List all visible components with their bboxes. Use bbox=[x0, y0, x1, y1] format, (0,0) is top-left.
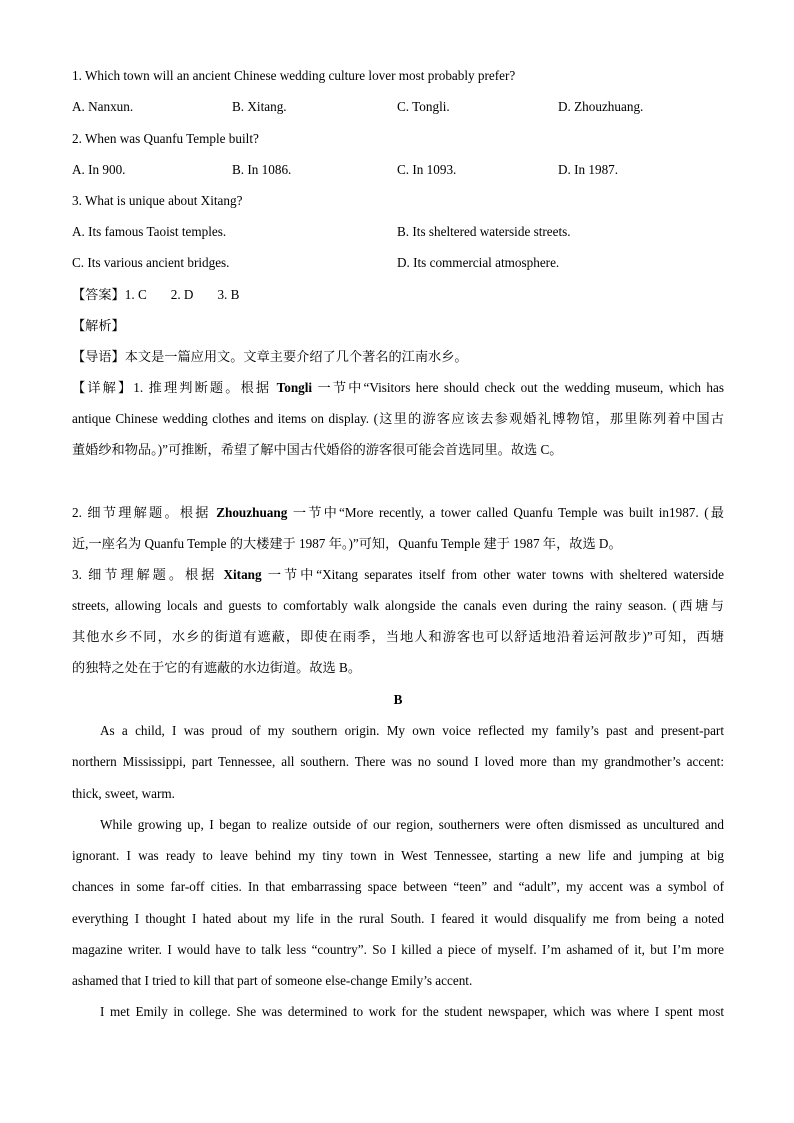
q3-option-b: B. Its sheltered waterside streets. bbox=[397, 224, 571, 239]
passage-line-2: northern Mississippi, part Tennessee, all southern. There was no sound I loved more than my grandmother’s accent: bbox=[72, 754, 724, 769]
passage-line-7: everything I thought I hated about my life in the rural South. I feared it would disqualify me from being a noted bbox=[72, 911, 724, 926]
answer-item-1: 1. C bbox=[124, 287, 147, 302]
detail-3-line-3: 其他水乡不同，水乡的街道有遮蔽，即使在雨季，当地人和游客也可以舒适地沿着运河散步)”可知，西塘 bbox=[72, 629, 724, 644]
detail-3-line-2: streets, allowing locals and guests to comfortably walk alongside the canals even during the rainy season. (西塘与 bbox=[72, 598, 724, 613]
q2-option-c: C. In 1093. bbox=[397, 162, 457, 177]
detail-3-line-4: 的独特之处在于它的有遮蔽的水边街道。故选 B。 bbox=[72, 660, 362, 675]
q2-option-b: B. In 1086. bbox=[232, 162, 292, 177]
passage-line-1: As a child, I was proud of my southern origin. My own voice reflected my family’s past and present-part bbox=[100, 723, 724, 738]
detail-3-pre: 3. 细节理解题。根据 bbox=[72, 567, 224, 582]
detail-3-post: 一节中“Xitang separates itself from other water towns with sheltered waterside bbox=[261, 567, 724, 582]
passage-line-8: magazine writer. I would have to talk less “country”. So I killed a piece of myself. I’m ashamed of it, but I’m more bbox=[72, 942, 724, 957]
detail-2-line-2: 近,一座名为 Quanfu Temple 的大楼建于 1987 年。)”可知，Quanfu Temple 建于 1987 年，故选 D。 bbox=[72, 536, 622, 551]
detail-1-line-1 bbox=[72, 378, 724, 398]
q1-option-a: A. Nanxun. bbox=[72, 99, 134, 114]
detail-1-post: 一节中“Visitors here should check out the wedding museum, which has bbox=[312, 380, 725, 395]
detail-1-line-2: antique Chinese wedding clothes and items on display. (这里的游客应该去参观婚礼博物馆，那里陈列着中国古 bbox=[72, 411, 724, 426]
q1-option-b: B. Xitang. bbox=[232, 99, 287, 114]
passage-line-4: While growing up, I began to realize outside of our region, southerners were often dismissed as uncultured and bbox=[100, 817, 724, 832]
guide-label: 【导语】 bbox=[72, 349, 125, 364]
q1-option-d: D. Zhouzhuang. bbox=[558, 99, 644, 114]
question-3-stem: 3. What is unique about Xitang? bbox=[72, 193, 243, 208]
answer-label: 【答案】 bbox=[72, 287, 125, 302]
guide-text: 本文是一篇应用文。文章主要介绍了几个著名的江南水乡。 bbox=[124, 349, 468, 364]
passage-line-3: thick, sweet, warm. bbox=[72, 786, 175, 801]
detail-3-bold: Xitang bbox=[223, 567, 262, 582]
detail-1-pre: 1. 推理判断题。根据 bbox=[133, 380, 277, 395]
passage-line-5: ignorant. I was ready to leave behind my tiny town in West Tennessee, starting a new life and jumping at big bbox=[72, 848, 724, 863]
answer-item-3: 3. B bbox=[217, 287, 240, 302]
detail-2-bold: Zhouzhuang bbox=[216, 505, 288, 520]
q3-option-d: D. Its commercial atmosphere. bbox=[397, 255, 560, 270]
passage-line-10: I met Emily in college. She was determined to work for the student newspaper, which was where I spent most bbox=[100, 1004, 724, 1019]
question-2-stem: 2. When was Quanfu Temple built? bbox=[72, 131, 259, 146]
q3-option-c: C. Its various ancient bridges. bbox=[72, 255, 230, 270]
q1-option-c: C. Tongli. bbox=[397, 99, 450, 114]
passage-line-6: chances in some far-off cities. In that embarrassing space between “teen” and “adult”, my accent was a symbol of bbox=[72, 879, 724, 894]
q2-option-d: D. In 1987. bbox=[558, 162, 619, 177]
q2-option-a: A. In 900. bbox=[72, 162, 126, 177]
answer-item-2: 2. D bbox=[170, 287, 194, 302]
section-b-heading: B bbox=[393, 692, 403, 707]
detail-1-line-3: 董婚纱和物品。)”可推断，希望了解中国古代婚俗的游客很可能会首选同里。故选 C。 bbox=[72, 442, 563, 457]
detail-2-post: 一节中“More recently, a tower called Quanfu Temple was built in1987. (最 bbox=[287, 505, 724, 520]
detail-2-line-1 bbox=[72, 503, 724, 523]
analysis-label: 【解析】 bbox=[72, 318, 125, 333]
passage-line-9: ashamed that I tried to kill that part of someone else-change Emily’s accent. bbox=[72, 973, 473, 988]
answer-line bbox=[72, 285, 724, 305]
detail-2-pre: 2. 细节理解题。根据 bbox=[72, 505, 217, 520]
guide-line bbox=[72, 347, 724, 367]
detail-label: 【详解】 bbox=[72, 380, 134, 395]
detail-1-bold: Tongli bbox=[276, 380, 313, 395]
detail-3-line-1 bbox=[72, 565, 724, 585]
question-1-stem: 1. Which town will an ancient Chinese wedding culture lover most probably prefer? bbox=[72, 68, 516, 83]
q3-option-a: A. Its famous Taoist temples. bbox=[72, 224, 227, 239]
